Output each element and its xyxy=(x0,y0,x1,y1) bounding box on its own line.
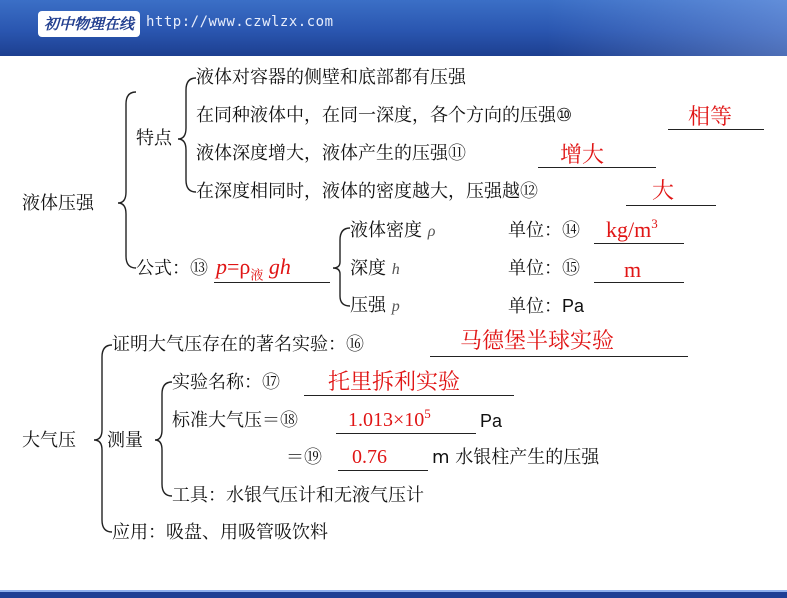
formula-label xyxy=(136,258,208,280)
feature-text: 液体深度增大，液体产生的压强 xyxy=(196,143,448,164)
answer-underline xyxy=(336,433,476,434)
unit-label: 单位： xyxy=(508,258,562,279)
answer-std-pressure xyxy=(348,408,431,432)
unit-row-pressure xyxy=(508,295,584,318)
answer-underline xyxy=(214,282,330,283)
var-row-depth xyxy=(350,258,400,281)
answer-underline xyxy=(668,129,764,130)
std-text: 标准大气压＝ xyxy=(172,410,280,431)
var-symbol: p xyxy=(391,298,400,315)
blank-number: ⑬ xyxy=(190,258,208,279)
formula-eq: =ρ xyxy=(227,254,251,279)
features-label: 特点 xyxy=(136,128,172,149)
std-row xyxy=(172,410,298,432)
var-name: 深度 xyxy=(350,258,386,279)
feature-row-2 xyxy=(196,105,572,127)
blank-number: ⑯ xyxy=(346,334,364,355)
brace-features xyxy=(178,78,196,192)
feature-text: 在深度相同时，液体的密度越大，压强越 xyxy=(196,181,520,202)
eq-text: ＝ xyxy=(286,447,304,468)
blank-number: ⑫ xyxy=(520,181,538,202)
formula-p: p xyxy=(216,254,227,279)
feature-row-1 xyxy=(196,67,466,89)
answer-torricelli: 托里拆利实验 xyxy=(328,369,461,394)
tool-row: 工具：水银气压计和无液气压计 xyxy=(172,485,424,506)
exp-row xyxy=(172,372,280,394)
unit-label: 单位： xyxy=(508,296,562,317)
answer-magdeburg: 马德堡半球实验 xyxy=(460,328,615,353)
blank-number: ⑲ xyxy=(304,447,322,468)
blank-number: ⑰ xyxy=(262,372,280,393)
answer-underline xyxy=(304,395,514,396)
atmos-title: 大气压 xyxy=(22,430,76,451)
bottom-bar xyxy=(0,590,787,598)
var-name: 压强 xyxy=(350,295,386,316)
var-name: 液体密度 xyxy=(350,220,422,241)
unit-main: kg/m xyxy=(606,217,652,242)
formula-sub: 液 xyxy=(250,268,264,284)
bottom-stripe xyxy=(0,590,787,592)
var-row-pressure xyxy=(350,295,400,318)
answer-increase: 增大 xyxy=(560,142,605,167)
blank-number: ⑪ xyxy=(448,143,466,164)
var-symbol: h xyxy=(391,261,400,278)
answer-underline xyxy=(626,205,716,206)
var-symbol: ρ xyxy=(427,223,436,240)
answer-underline xyxy=(338,470,428,471)
var-row-density xyxy=(350,220,435,243)
brace-formula xyxy=(333,228,350,306)
eq-tail: m 水银柱产生的压强 xyxy=(432,447,600,468)
answer-density-unit xyxy=(606,218,658,242)
unit-value: Pa xyxy=(562,296,585,316)
formula-label-text: 公式： xyxy=(136,258,190,279)
site-logo: 初中物理在线 xyxy=(38,11,140,37)
answer-equal: 相等 xyxy=(688,104,733,129)
liquid-pressure-title: 液体压强 xyxy=(22,193,94,214)
std-sup: 5 xyxy=(424,406,431,421)
feature-row-4 xyxy=(196,181,538,203)
brace-liquid xyxy=(118,92,136,268)
answer-underline xyxy=(594,243,684,244)
exp-text: 实验名称： xyxy=(172,372,262,393)
prove-text: 证明大气压存在的著名实验： xyxy=(112,334,346,355)
std-main: 1.013×10 xyxy=(348,409,425,431)
unit-sup: 3 xyxy=(651,216,658,231)
answer-underline xyxy=(594,282,684,283)
blank-number: ⑩ xyxy=(556,105,573,126)
blank-number: ⑭ xyxy=(562,220,580,241)
measure-label: 测量 xyxy=(107,430,143,451)
feature-text: 液体对容器的侧壁和底部都有压强 xyxy=(196,67,466,88)
unit-label: 单位： xyxy=(508,220,562,241)
site-url: http://www.czwlzx.com xyxy=(146,14,334,30)
feature-row-3 xyxy=(196,143,466,165)
unit-row-depth xyxy=(508,258,580,280)
brace-measure xyxy=(155,382,172,496)
answer-depth-unit: m xyxy=(624,257,642,282)
use-row: 应用：吸盘、用吸管吸饮料 xyxy=(112,522,328,543)
answer-underline xyxy=(430,356,688,357)
unit-row-density xyxy=(508,220,580,242)
blank-number: ⑱ xyxy=(280,410,298,431)
std-unit: Pa xyxy=(480,411,503,431)
answer-underline xyxy=(538,167,656,168)
answer-mercury-height: 0.76 xyxy=(352,446,387,468)
formula-answer xyxy=(216,255,291,288)
feature-text: 在同种液体中，在同一深度，各个方向的压强 xyxy=(196,105,556,126)
answer-large: 大 xyxy=(652,178,675,203)
prove-row xyxy=(112,334,364,356)
formula-gh: gh xyxy=(268,254,291,279)
blank-number: ⑮ xyxy=(562,258,580,279)
eq-row xyxy=(286,447,322,469)
